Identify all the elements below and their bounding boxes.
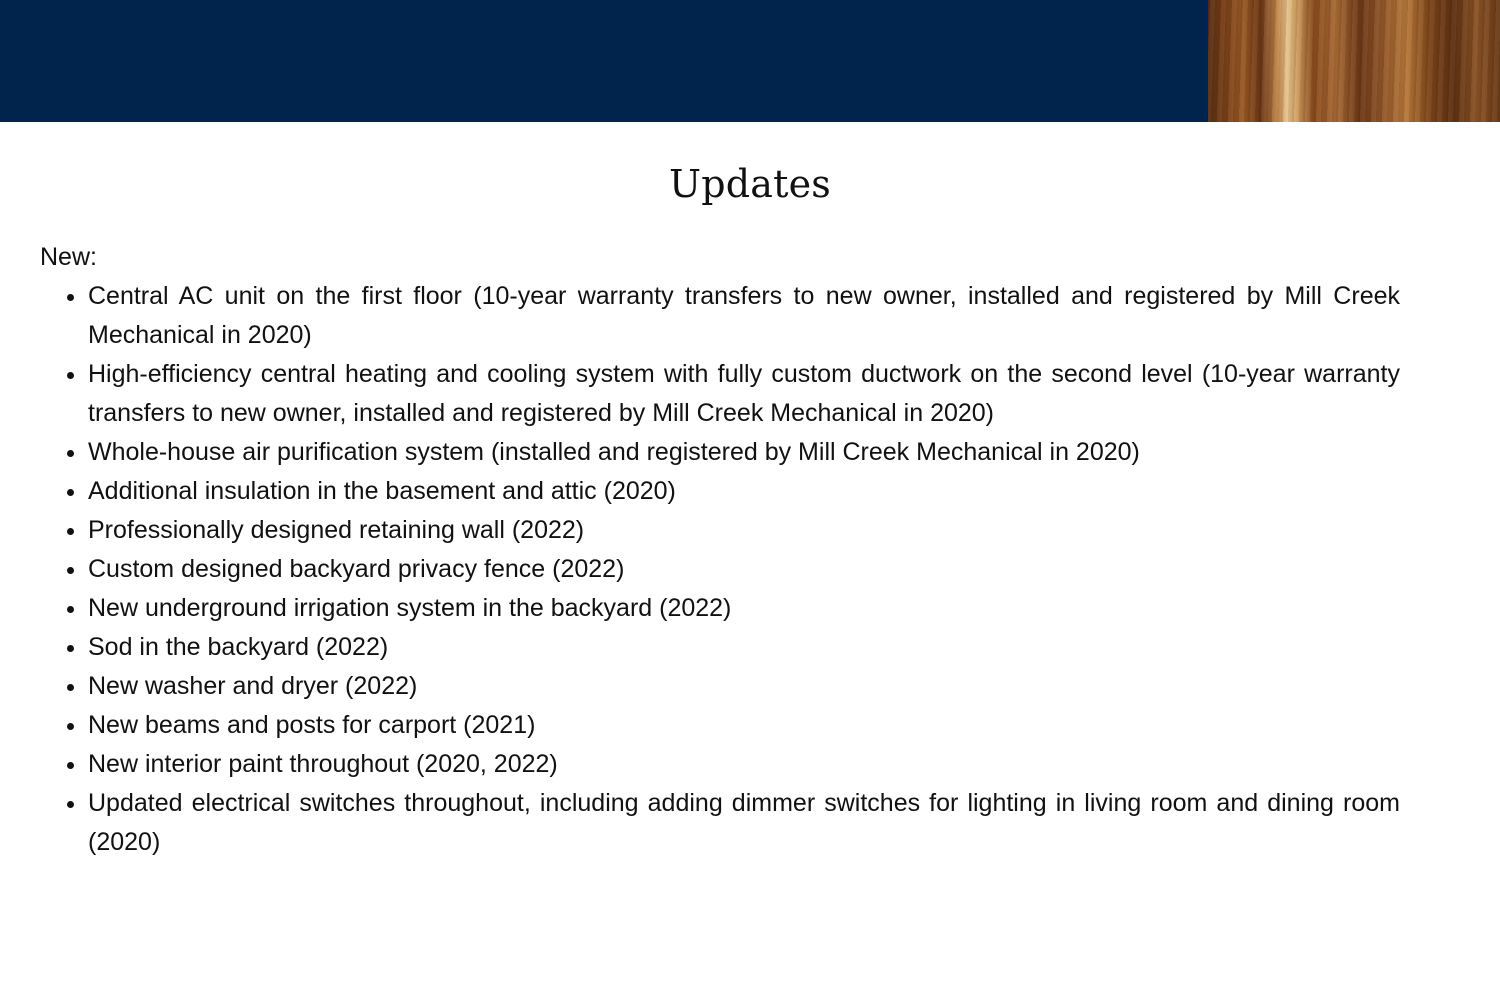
- header-band: [0, 0, 1208, 122]
- list-item: • Whole-house air purification system (installed and registered by Mill Creek Mechanical in 2020): [88, 433, 1400, 472]
- updates-list: [40, 277, 1400, 862]
- list-item: • High-efficiency central heating and cooling system with fully custom ductwork on the second level (10-year warranty transfers to new owner, installed and registered by Mill Creek Mechanical in 2020): [88, 355, 1400, 433]
- list-item: • New interior paint throughout (2020, 2022): [88, 745, 1400, 784]
- list-item: • New beams and posts for carport (2021): [88, 706, 1400, 745]
- list-item: • New washer and dryer (2022): [88, 667, 1400, 706]
- list-item: • Central AC unit on the first floor (10-year warranty transfers to new owner, installed and registered by Mill Creek Mechanical in 2020): [88, 277, 1400, 355]
- list-item: • Custom designed backyard privacy fence (2022): [88, 550, 1400, 589]
- list-item: • New underground irrigation system in the backyard (2022): [88, 589, 1400, 628]
- page-title: Updates: [669, 162, 831, 206]
- wood-grain-image: [1208, 0, 1500, 122]
- list-item: • Professionally designed retaining wall (2022): [88, 511, 1400, 550]
- list-item: • Additional insulation in the basement and attic (2020): [88, 472, 1400, 511]
- list-item: • Sod in the backyard (2022): [88, 628, 1400, 667]
- list-item: • Updated electrical switches throughout, including adding dimmer switches for lighting in living room and dining room (2020): [88, 784, 1400, 862]
- updates-content: [40, 238, 1400, 862]
- list-lead-label: New:: [40, 243, 97, 271]
